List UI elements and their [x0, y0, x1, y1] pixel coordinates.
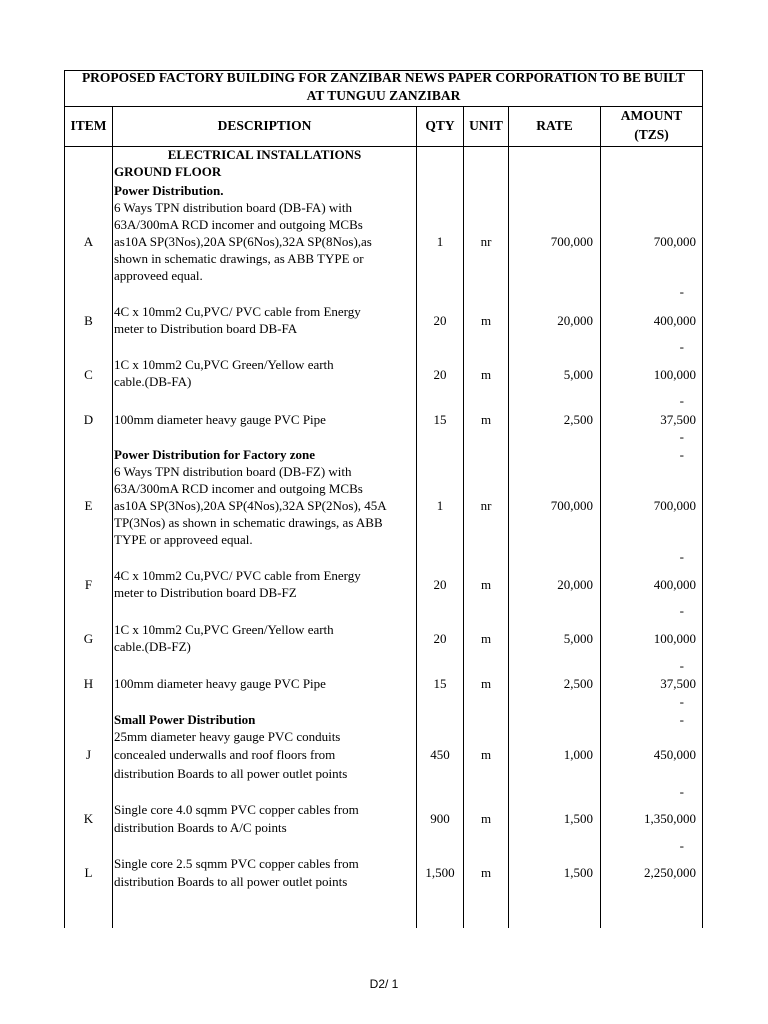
rate-value: 5,000 [563, 631, 593, 646]
header-amount-currency: (TZS) [634, 127, 669, 142]
qty-value: 900 [430, 811, 450, 826]
unit-value: m [480, 811, 492, 826]
description-line: Single core 4.0 sqmm PVC copper cables from [114, 802, 359, 817]
unit-value: m [480, 631, 492, 646]
amount-dash: - [679, 339, 684, 354]
unit-value: m [480, 412, 492, 427]
qty-value: 20 [433, 367, 447, 382]
header-item: ITEM [70, 118, 107, 133]
unit-value: m [480, 367, 492, 382]
item-code: B [84, 313, 93, 328]
item-code: C [84, 367, 93, 382]
qty-value: 15 [433, 412, 447, 427]
qty-value: 450 [430, 747, 450, 762]
description-line: 25mm diameter heavy gauge PVC conduits [114, 729, 341, 744]
section-title: ELECTRICAL INSTALLATIONS [167, 147, 362, 162]
amount-value: 400,000 [653, 577, 696, 592]
description-line: shown in schematic drawings, as ABB TYPE or [114, 251, 364, 266]
amount-dash: - [679, 694, 684, 709]
description-line: 6 Ways TPN distribution board (DB-FA) with [114, 200, 353, 215]
description-line: 100mm diameter heavy gauge PVC Pipe [114, 412, 326, 427]
amount-value: 100,000 [653, 631, 696, 646]
qty-value: 20 [433, 313, 447, 328]
description-line: 63A/300mA RCD incomer and outgoing MCBs [114, 217, 363, 232]
qty-value: 15 [433, 676, 447, 691]
item-code: K [83, 811, 94, 826]
amount-value: 450,000 [653, 747, 696, 762]
description-line: meter to Distribution board DB-FA [114, 321, 298, 336]
description-line: 4C x 10mm2 Cu,PVC/ PVC cable from Energy [114, 304, 361, 319]
description-line: cable.(DB-FZ) [114, 639, 191, 654]
qty-value: 20 [433, 577, 447, 592]
header-description: DESCRIPTION [217, 118, 312, 133]
document-title-line-2: AT TUNGUU ZANZIBAR [306, 88, 461, 103]
item-code: L [84, 865, 93, 880]
unit-value: m [480, 676, 492, 691]
amount-dash: - [679, 712, 684, 727]
rate-value: 700,000 [550, 234, 593, 249]
amount-dash: - [679, 284, 684, 299]
amount-value: 700,000 [653, 498, 696, 513]
amount-value: 1,350,000 [644, 811, 696, 826]
unit-value: m [480, 747, 492, 762]
item-code: A [83, 234, 94, 249]
description-line: distribution Boards to A/C points [114, 820, 287, 835]
description-line: distribution Boards to all power outlet points [114, 874, 348, 889]
amount-dash: - [679, 549, 684, 564]
qty-value: 1,500 [425, 865, 455, 880]
qty-value: 1 [436, 234, 444, 249]
rate-value: 20,000 [557, 313, 593, 328]
amount-dash: - [679, 447, 684, 462]
rate-value: 2,500 [563, 412, 593, 427]
amount-value: 100,000 [653, 367, 696, 382]
amount-value: 37,500 [660, 412, 696, 427]
amount-dash: - [679, 658, 684, 673]
rate-value: 700,000 [550, 498, 593, 513]
amount-dash: - [679, 603, 684, 618]
item-code: J [85, 747, 92, 762]
unit-value: m [480, 577, 492, 592]
item-code: G [83, 631, 94, 646]
page-number: D2/ 1 [369, 977, 399, 991]
description-line: 4C x 10mm2 Cu,PVC/ PVC cable from Energy [114, 568, 361, 583]
amount-value: 700,000 [653, 234, 696, 249]
item-code: F [84, 577, 93, 592]
rate-value: 1,000 [563, 747, 593, 762]
rate-value: 2,500 [563, 676, 593, 691]
item-code: E [84, 498, 93, 513]
qty-value: 20 [433, 631, 447, 646]
amount-value: 37,500 [660, 676, 696, 691]
rate-value: 20,000 [557, 577, 593, 592]
description-line: 100mm diameter heavy gauge PVC Pipe [114, 676, 326, 691]
header-qty: QTY [425, 118, 455, 133]
row-heading: Small Power Distribution [114, 712, 256, 727]
unit-value: nr [480, 498, 492, 513]
amount-dash: - [679, 838, 684, 853]
header-unit: UNIT [469, 118, 503, 133]
description-line: TYPE or approveed equal. [114, 532, 253, 547]
amount-value: 400,000 [653, 313, 696, 328]
qty-value: 1 [436, 498, 444, 513]
description-line: 6 Ways TPN distribution board (DB-FZ) with [114, 464, 352, 479]
amount-dash: - [679, 429, 684, 444]
amount-dash: - [679, 784, 684, 799]
rate-value: 1,500 [563, 865, 593, 880]
row-heading: Power Distribution for Factory zone [114, 447, 315, 462]
description-line: Single core 2.5 sqmm PVC copper cables from [114, 856, 359, 871]
document-title-line-1: PROPOSED FACTORY BUILDING FOR ZANZIBAR NEWS PAPER CORPORATION TO BE BUILT [81, 70, 686, 85]
unit-value: m [480, 313, 492, 328]
description-line: 1C x 10mm2 Cu,PVC Green/Yellow earth [114, 622, 334, 637]
description-line: as10A SP(3Nos),20A SP(6Nos),32A SP(8Nos),as [114, 234, 372, 249]
header-amount: AMOUNT [620, 108, 683, 123]
description-line: cable.(DB-FA) [114, 374, 192, 389]
amount-value: 2,250,000 [644, 865, 696, 880]
description-line: distribution Boards to all power outlet points [114, 766, 348, 781]
rate-value: 5,000 [563, 367, 593, 382]
description-line: concealed underwalls and roof floors from [114, 747, 336, 762]
item-code: D [83, 412, 94, 427]
description-line: as10A SP(3Nos),20A SP(4Nos),32A SP(2Nos), 45A [114, 498, 387, 513]
item-code: H [83, 676, 94, 691]
header-rate: RATE [536, 118, 573, 133]
description-line: TP(3Nos) as shown in schematic drawings, as ABB [114, 515, 383, 530]
row-heading: Power Distribution. [114, 183, 224, 198]
description-line: approveed equal. [114, 268, 203, 283]
rate-value: 1,500 [563, 811, 593, 826]
description-line: 1C x 10mm2 Cu,PVC Green/Yellow earth [114, 357, 334, 372]
description-line: meter to Distribution board DB-FZ [114, 585, 297, 600]
floor-title: GROUND FLOOR [114, 164, 222, 179]
unit-value: nr [480, 234, 492, 249]
description-line: 63A/300mA RCD incomer and outgoing MCBs [114, 481, 363, 496]
unit-value: m [480, 865, 492, 880]
amount-dash: - [679, 393, 684, 408]
